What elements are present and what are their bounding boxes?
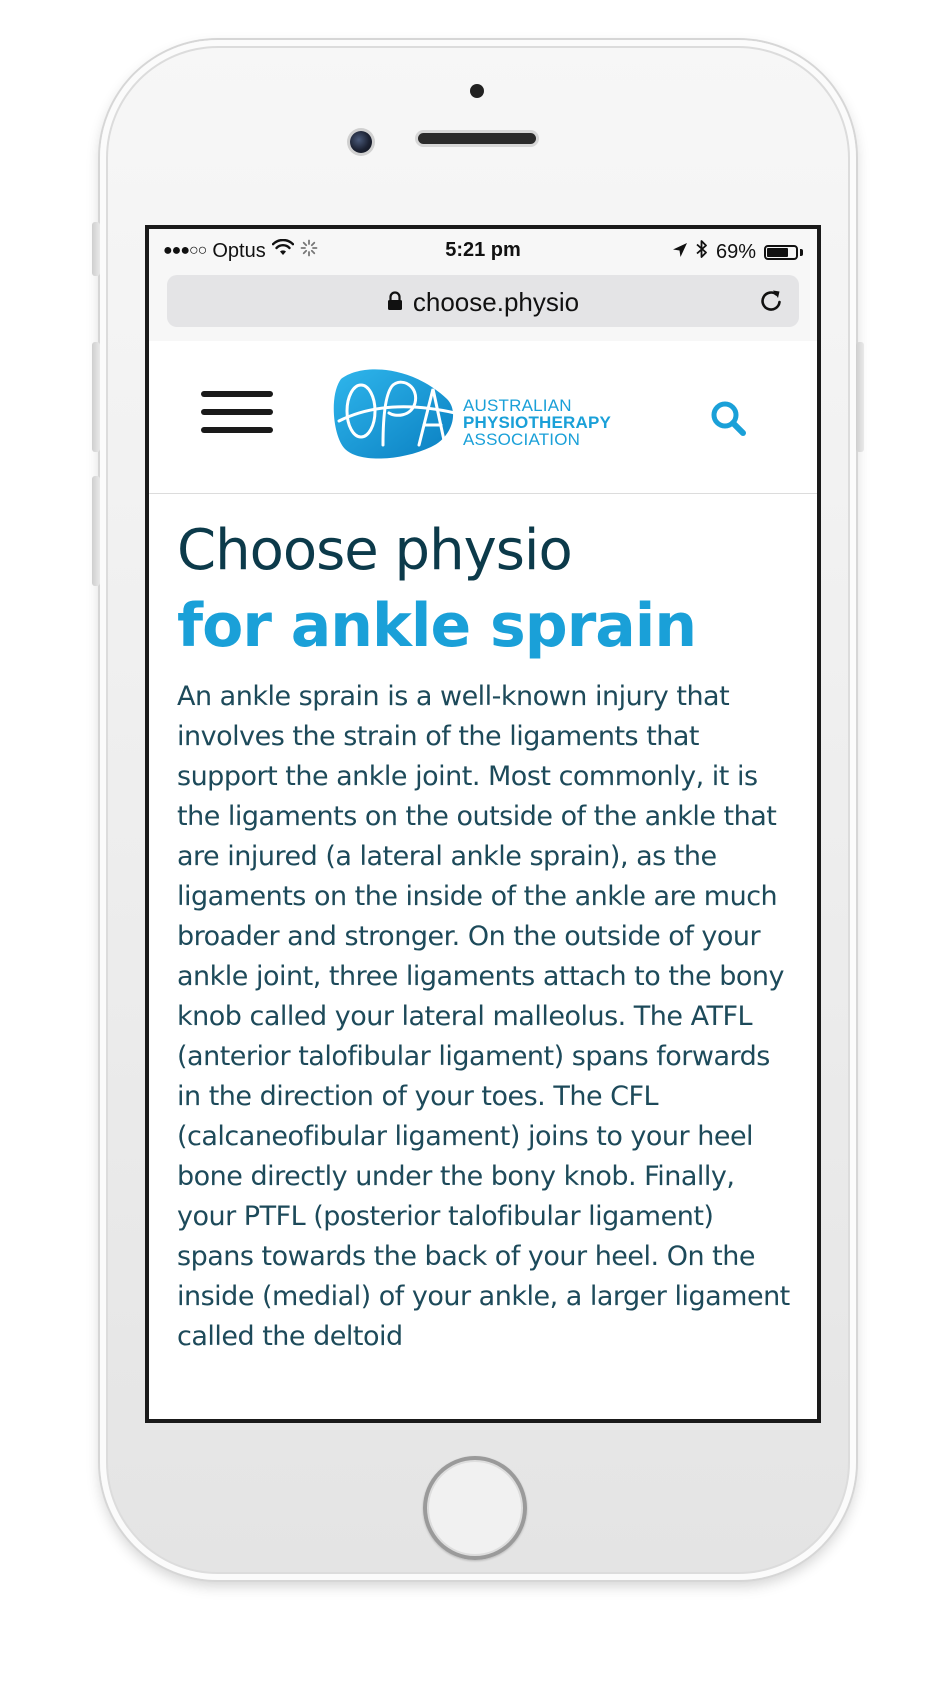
logo-wordmark <box>463 397 611 448</box>
battery-icon <box>764 245 798 260</box>
search-icon[interactable] <box>709 399 749 439</box>
browser-toolbar <box>149 271 817 342</box>
address-bar[interactable] <box>167 275 799 327</box>
article-content <box>177 493 797 1419</box>
page-title-line-2: for ankle sprain <box>177 591 697 661</box>
phone-power-button <box>856 342 864 452</box>
battery-cap <box>800 249 803 256</box>
battery-fill <box>767 248 788 257</box>
phone-volume-up <box>92 342 100 452</box>
status-time: 5:21 pm <box>445 239 521 261</box>
logo-line-3: ASSOCIATION <box>463 430 581 449</box>
address-bar-content <box>167 287 799 318</box>
status-right <box>672 239 803 265</box>
logo-line-2: PHYSIOTHERAPY <box>463 413 612 432</box>
proximity-sensor <box>470 84 484 98</box>
logo-line-1: AUSTRALIAN <box>463 396 572 415</box>
lock-icon <box>387 287 403 318</box>
url-text: choose.physio <box>412 287 580 317</box>
earpiece-speaker <box>418 133 536 144</box>
reload-icon[interactable] <box>757 287 785 315</box>
site-header <box>149 341 817 494</box>
status-bar <box>149 229 817 271</box>
location-arrow-icon <box>672 241 688 264</box>
battery-percent: 69% <box>715 240 756 263</box>
page-title-line-1: Choose physio <box>177 518 572 583</box>
phone-mute-switch <box>92 222 100 276</box>
phone-volume-down <box>92 476 100 586</box>
hamburger-menu-icon[interactable] <box>201 391 273 437</box>
article-body: An ankle sprain is a well-known injury that involves the strain of the ligaments that support the ankle joint. Most commonly, it is the ligaments on the outside of the ankle that are injured (a lateral ankle sprain), as the ligaments on the inside of the ankle are much broader and stronger. On the outside of your ankle joint, three ligaments attach to the bony knob called your lateral malleolus. The ATFL (anterior talofibular ligament) spans forwards in the direction of your toes. The CFL (calcaneofibular ligament) joins to your heel bone directly under the bony knob. Finally, your PTFL (posterior talofibular ligament) spans towards the back of your heel. On the inside (medial) of your ankle, a larger ligament called the deltoid <box>177 681 790 1352</box>
carrier-name: Optus <box>212 239 266 262</box>
apa-logo[interactable] <box>331 359 612 467</box>
apa-logo-mark-icon <box>331 359 461 467</box>
home-button[interactable] <box>423 1456 527 1560</box>
phone-screen <box>145 225 821 1423</box>
signal-strength: ●●●○○ <box>163 242 207 259</box>
bluetooth-icon <box>696 239 708 265</box>
front-camera <box>350 131 372 153</box>
